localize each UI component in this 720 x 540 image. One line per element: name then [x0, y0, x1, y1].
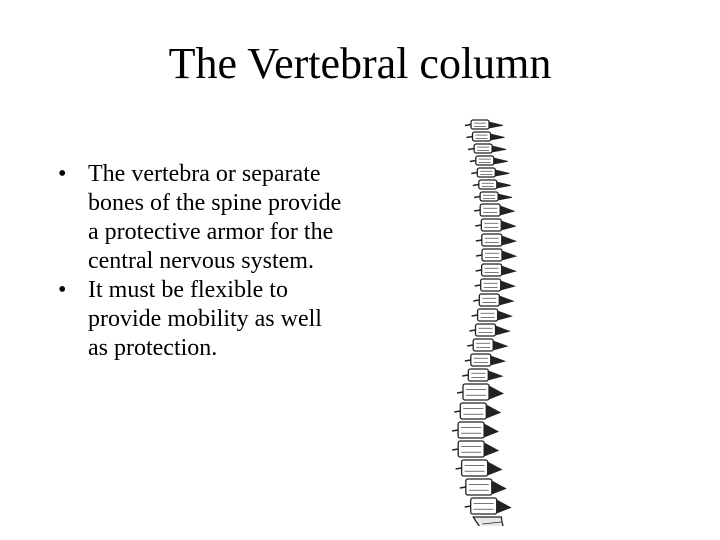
spine-illustration — [422, 106, 572, 526]
bullet-marker: • — [58, 277, 67, 303]
bullet-list — [56, 160, 346, 363]
bullet-item-2 — [56, 276, 346, 363]
bullet-item-1 — [56, 160, 346, 276]
bullet-text-2: It must be flexible to provide mobility as well as protection. — [88, 277, 322, 361]
slide-title: The Vertebral column — [168, 39, 552, 88]
bullet-text-1: The vertebra or separate bones of the spine provide a protective armor for the central nervous system. — [88, 161, 342, 274]
spine-illustration-icon — [422, 106, 572, 526]
bullet-marker: • — [58, 161, 67, 187]
